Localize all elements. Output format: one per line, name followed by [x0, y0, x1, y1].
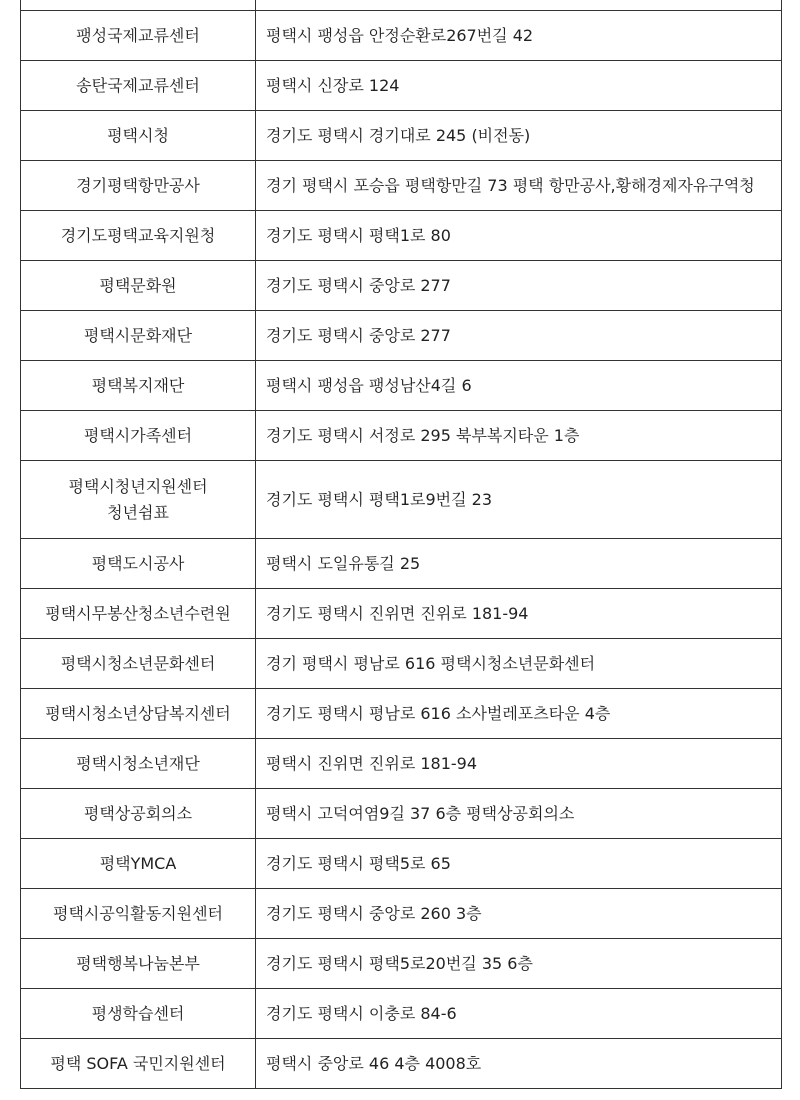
table-row [21, 839, 782, 889]
organization-address-cell: 경기도 평택시 평택5로 65 [256, 839, 782, 889]
organization-address-cell: 경기 평택시 평남로 616 평택시청소년문화센터 [256, 639, 782, 689]
organization-address-cell: 경기도 평택시 중앙로 260 3층 [256, 889, 782, 939]
organization-address-cell: 평택시 고덕여염9길 37 6층 평택상공회의소 [256, 789, 782, 839]
table-row [21, 111, 782, 161]
organization-address-cell: 평택시 신장로 124 [256, 61, 782, 111]
table-row [21, 789, 782, 839]
organization-name-line-1: 평택시청년지원센터 [68, 476, 208, 496]
organization-address-cell: 경기 평택시 포승읍 평택항만길 73 평택 항만공사,황해경제자유구역청 [256, 161, 782, 211]
table-row [21, 361, 782, 411]
table-row [21, 739, 782, 789]
table-row [21, 411, 782, 461]
organization-name-line-2: 청년쉼표 [107, 502, 169, 522]
table-row [21, 939, 782, 989]
table-row [21, 61, 782, 111]
organization-address-cell: 평택시 팽성읍 안정순환로267번길 42 [256, 11, 782, 61]
organization-address-cell: 경기도 평택시 중앙로 277 [256, 311, 782, 361]
organization-name-cell [21, 0, 256, 11]
organization-name-cell: 평택행복나눔본부 [21, 939, 256, 989]
organization-name-cell: 평택시청 [21, 111, 256, 161]
organization-address-cell: 경기도 평택시 평택1로 80 [256, 211, 782, 261]
organization-address-cell: 평택시 팽성읍 팽성남산4길 6 [256, 361, 782, 411]
table-row [21, 889, 782, 939]
organization-name-cell: 평택시공익활동지원센터 [21, 889, 256, 939]
organization-name-cell: 평택도시공사 [21, 539, 256, 589]
organization-name-cell: 송탄국제교류센터 [21, 61, 256, 111]
organization-name-cell: 평택YMCA [21, 839, 256, 889]
organization-name-cell: 경기평택항만공사 [21, 161, 256, 211]
organization-name-cell: 평택시무봉산청소년수련원 [21, 589, 256, 639]
organization-name-cell [21, 461, 256, 539]
table-row [21, 639, 782, 689]
organization-name-cell: 평택상공회의소 [21, 789, 256, 839]
organization-address-cell: 경기도 평택시 진위면 진위로 181-94 [256, 589, 782, 639]
organization-name-cell: 평택시가족센터 [21, 411, 256, 461]
organization-address-cell: 경기도 평택시 평택5로20번길 35 6층 [256, 939, 782, 989]
table-row [21, 989, 782, 1039]
organization-address-cell: 경기도 평택시 평남로 616 소사벌레포츠타운 4층 [256, 689, 782, 739]
organization-name-cell: 평택시청소년재단 [21, 739, 256, 789]
organization-name-cell: 평택복지재단 [21, 361, 256, 411]
organization-address-cell: 평택시 도일유통길 25 [256, 539, 782, 589]
organization-name-cell: 경기도평택교육지원청 [21, 211, 256, 261]
table-row [21, 589, 782, 639]
table-row [21, 461, 782, 539]
organization-name-cell: 팽성국제교류센터 [21, 11, 256, 61]
organization-table-wrapper [20, 0, 781, 1089]
organization-name-cell: 평택시문화재단 [21, 311, 256, 361]
table-row [21, 539, 782, 589]
organization-name-cell: 평택 SOFA 국민지원센터 [21, 1039, 256, 1089]
table-row [21, 0, 782, 11]
organization-address-cell: 평택시 중앙로 46 4층 4008호 [256, 1039, 782, 1089]
table-row [21, 11, 782, 61]
table-row [21, 261, 782, 311]
table-row [21, 311, 782, 361]
organization-address-table [20, 0, 782, 1089]
table-row [21, 689, 782, 739]
organization-name-cell: 평택시청소년상담복지센터 [21, 689, 256, 739]
organization-address-cell [256, 0, 782, 11]
organization-address-cell: 경기도 평택시 평택1로9번길 23 [256, 461, 782, 539]
organization-address-cell: 경기도 평택시 이충로 84-6 [256, 989, 782, 1039]
organization-address-cell: 경기도 평택시 중앙로 277 [256, 261, 782, 311]
organization-name-cell: 평택시청소년문화센터 [21, 639, 256, 689]
organization-address-cell: 경기도 평택시 경기대로 245 (비전동) [256, 111, 782, 161]
organization-address-cell: 평택시 진위면 진위로 181-94 [256, 739, 782, 789]
table-row [21, 1039, 782, 1089]
organization-name-cell: 평생학습센터 [21, 989, 256, 1039]
table-row [21, 211, 782, 261]
organization-name-cell: 평택문화원 [21, 261, 256, 311]
organization-address-cell: 경기도 평택시 서정로 295 북부복지타운 1층 [256, 411, 782, 461]
table-row [21, 161, 782, 211]
